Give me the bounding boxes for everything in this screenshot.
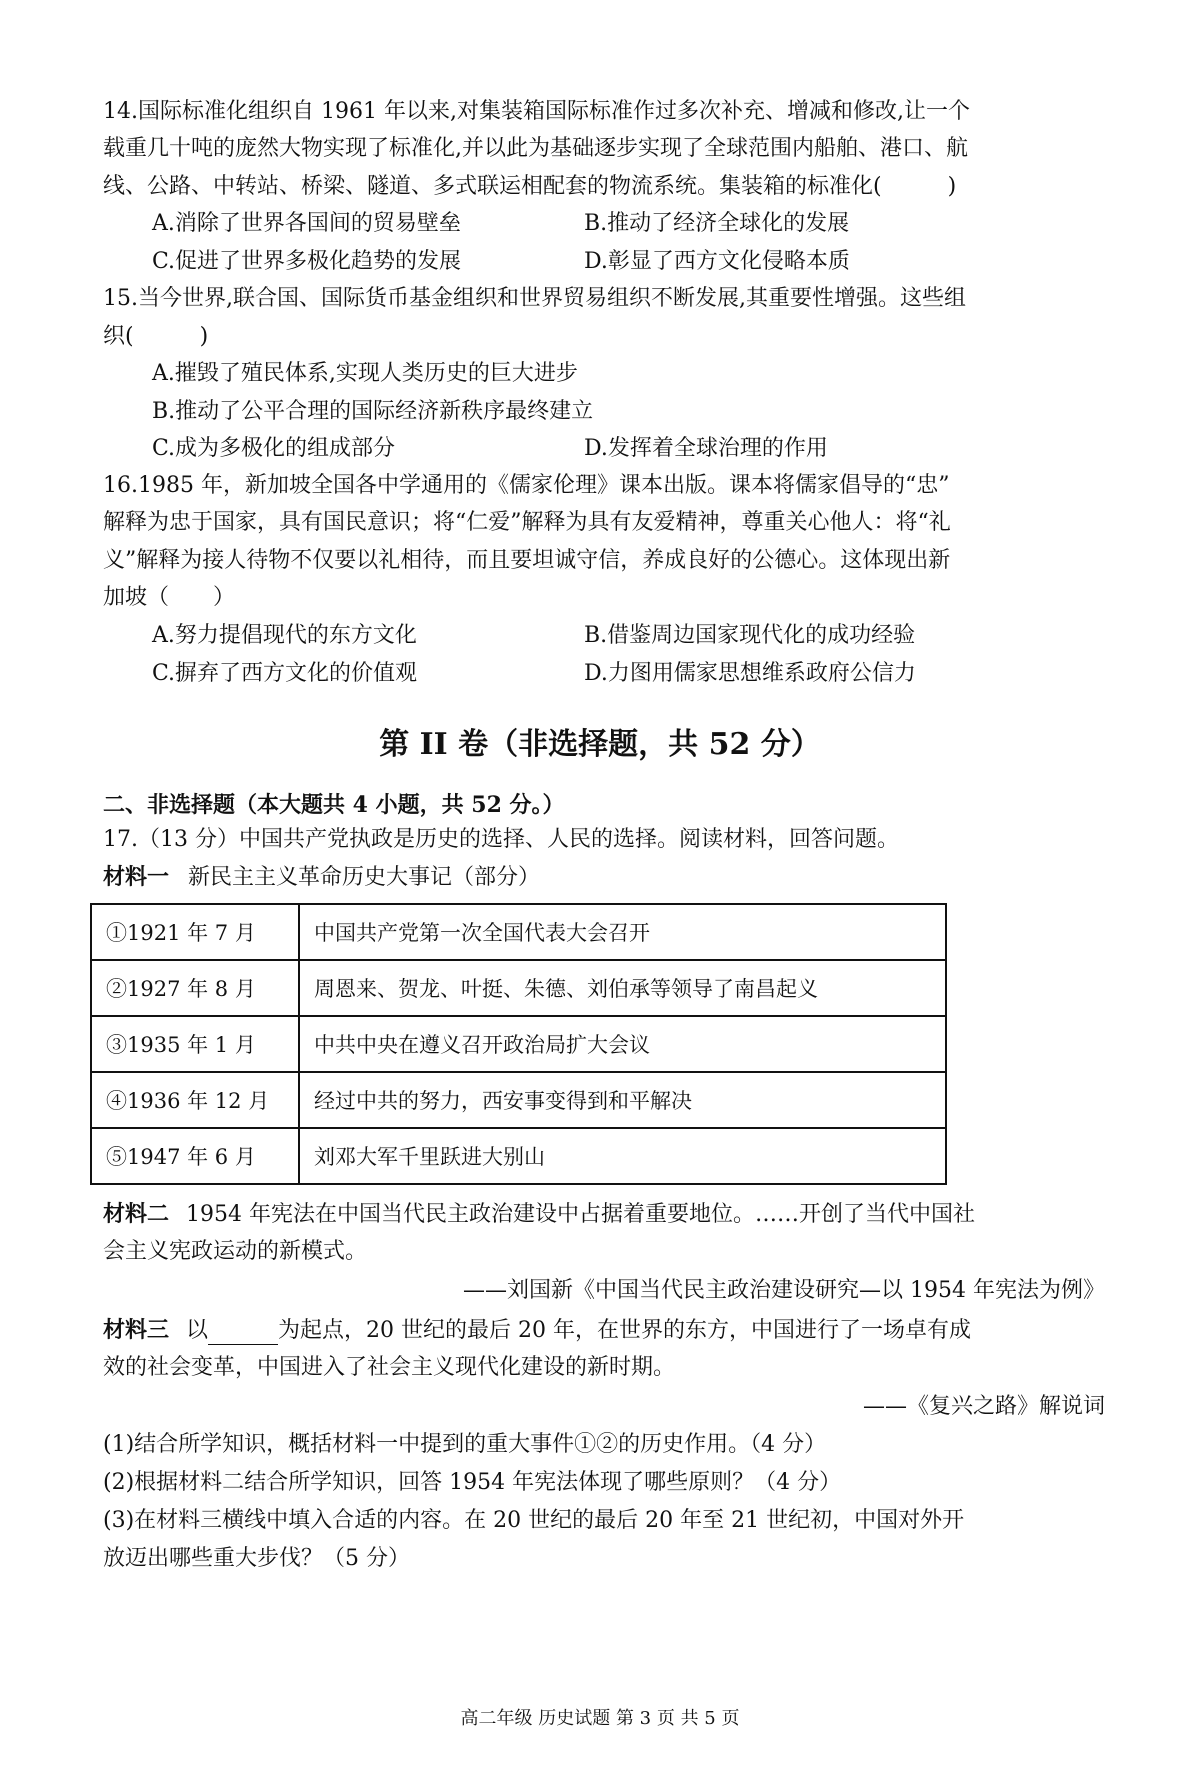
sub-question-3-line-1: (3)在材料三横线中填入合适的内容。在 20 世纪的最后 20 年至 21 世纪初，中国对外开 <box>103 1508 965 1533</box>
section-subtitle: 二、非选择题（本大题共 4 小题，共 52 分。） <box>103 792 565 818</box>
q15-line-2: 织( ) <box>103 324 209 349</box>
q16-option-b: B.借鉴周边国家现代化的成功经验 <box>584 623 916 648</box>
q16-line-1: 16.1985 年，新加坡全国各中学通用的《儒家伦理》课本出版。课本将儒家倡导的“忠” <box>103 473 950 498</box>
q14-line-2: 载重几十吨的庞然大物实现了标准化,并以此为基础逐步实现了全球范围内船舶、港口、航 <box>103 136 968 161</box>
table-row <box>91 1016 946 1072</box>
material-3-text: 为起点，20 世纪的最后 20 年，在世界的东方，中国进行了一场卓有成 <box>278 1318 972 1343</box>
q15-line-1: 15.当今世界,联合国、国际货币基金组织和世界贸易组织不断发展,其重要性增强。这些组 <box>103 286 966 311</box>
q16-option-d: D.力图用儒家思想维系政府公信力 <box>584 661 916 686</box>
q15-option-a: A.摧毁了殖民体系,实现人类历史的巨大进步 <box>152 361 578 386</box>
event-date: ③1935 年 1 月 <box>91 1016 299 1072</box>
event-date: ①1921 年 7 月 <box>91 904 299 960</box>
q14-option-c: C.促进了世界多极化趋势的发展 <box>152 249 462 274</box>
event-description: 中国共产党第一次全国代表大会召开 <box>299 904 946 960</box>
events-table <box>90 903 947 1185</box>
fill-in-blank[interactable] <box>208 1322 278 1345</box>
table-row <box>91 904 946 960</box>
event-date: ⑤1947 年 6 月 <box>91 1128 299 1184</box>
material-1-label: 材料一 <box>103 864 170 890</box>
event-description: 经过中共的努力，西安事变得到和平解决 <box>299 1072 946 1128</box>
q14-option-a: A.消除了世界各国间的贸易壁垒 <box>152 211 461 236</box>
sub-question-2: (2)根据材料二结合所学知识，回答 1954 年宪法体现了哪些原则？（4 分） <box>103 1470 842 1495</box>
q15-option-d: D.发挥着全球治理的作用 <box>584 436 828 461</box>
event-date: ②1927 年 8 月 <box>91 960 299 1016</box>
section-title: 第 II 卷（非选择题，共 52 分） <box>379 727 821 762</box>
material-1-title: 新民主主义革命历史大事记（部分） <box>188 865 541 890</box>
table-row <box>91 1072 946 1128</box>
material-2-line-2: 会主义宪政运动的新模式。 <box>103 1239 368 1264</box>
material-3-line-1 <box>103 1316 971 1345</box>
q14-option-b: B.推动了经济全球化的发展 <box>584 211 850 236</box>
sub-question-3-line-2: 放迈出哪些重大步伐？（5 分） <box>103 1546 410 1571</box>
event-description: 周恩来、贺龙、叶挺、朱德、刘伯承等领导了南昌起义 <box>299 960 946 1016</box>
q16-line-2: 解释为忠于国家，具有国民意识；将“仁爱”解释为具有友爱精神，尊重关心他人：将“礼 <box>103 510 951 535</box>
q16-line-4: 加坡（ ） <box>103 585 236 610</box>
event-description: 中共中央在遵义召开政治局扩大会议 <box>299 1016 946 1072</box>
table-row <box>91 1128 946 1184</box>
q14-line-1: 14.国际标准化组织自 1961 年以来,对集装箱国际标准作过多次补充、增减和修改,让一个 <box>103 99 970 124</box>
material-3-line-2: 效的社会变革，中国进入了社会主义现代化建设的新时期。 <box>103 1355 676 1380</box>
page-footer: 高二年级 历史试题 第 3 页 共 5 页 <box>460 1708 740 1729</box>
material-1-heading <box>103 863 540 892</box>
sub-question-1: (1)结合所学知识，概括材料一中提到的重大事件①②的历史作用。（4 分） <box>103 1432 827 1457</box>
q15-option-c: C.成为多极化的组成部分 <box>152 436 396 461</box>
q14-option-d: D.彰显了西方文化侵略本质 <box>584 249 850 274</box>
q14-line-3: 线、公路、中转站、桥梁、隧道、多式联运相配套的物流系统。集装箱的标准化( ) <box>103 174 957 199</box>
material-3-pre: 以 <box>186 1318 209 1343</box>
material-2-line-1 <box>103 1200 975 1229</box>
material-3-source: ——《复兴之路》解说词 <box>862 1394 1105 1419</box>
material-2-label: 材料二 <box>103 1201 170 1227</box>
q15-option-b: B.推动了公平合理的国际经济新秩序最终建立 <box>152 399 594 424</box>
event-date: ④1936 年 12 月 <box>91 1072 299 1128</box>
q16-option-c: C.摒弃了西方文化的价值观 <box>152 661 418 686</box>
material-2-source: ——刘国新《中国当代民主政治建设研究—以 1954 年宪法为例》 <box>463 1278 1105 1303</box>
material-3-label: 材料三 <box>103 1317 170 1343</box>
q16-option-a: A.努力提倡现代的东方文化 <box>152 623 417 648</box>
material-2-text: 1954 年宪法在中国当代民主政治建设中占据着重要地位。……开创了当代中国社 <box>186 1202 975 1227</box>
q17-stem: 17.（13 分）中国共产党执政是历史的选择、人民的选择。阅读材料，回答问题。 <box>103 827 899 852</box>
event-description: 刘邓大军千里跃进大别山 <box>299 1128 946 1184</box>
q16-line-3: 义”解释为接人待物不仅要以礼相待，而且要坦诚守信，养成良好的公德心。这体现出新 <box>103 548 951 573</box>
table-row <box>91 960 946 1016</box>
